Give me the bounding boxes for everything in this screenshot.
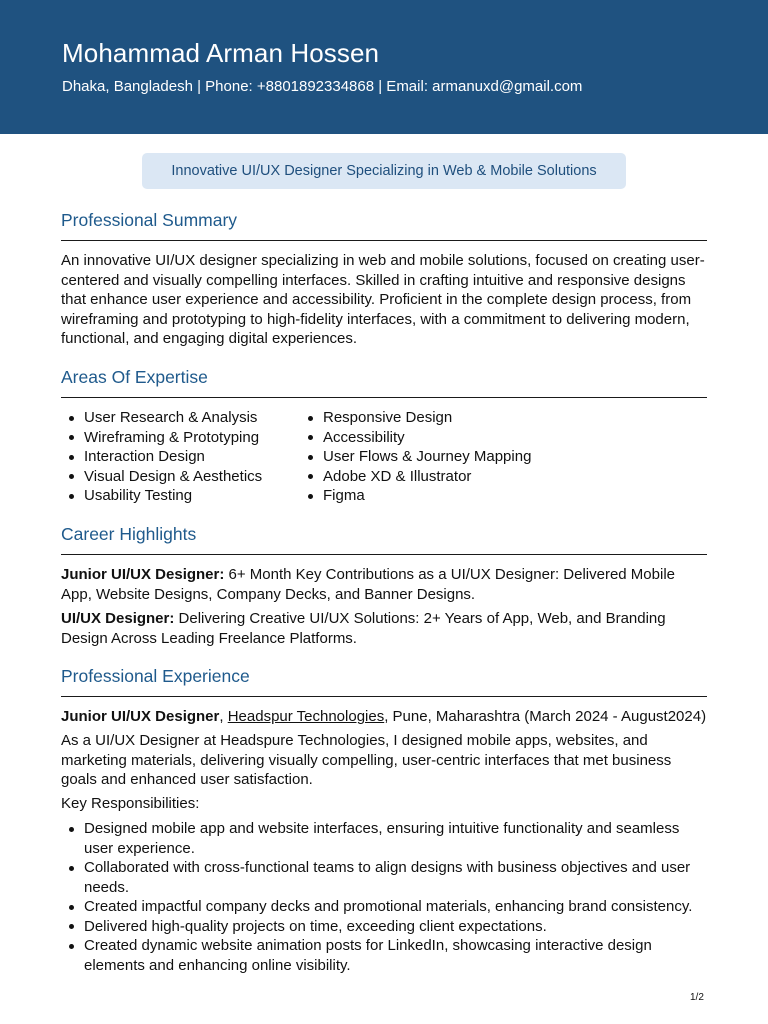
company-link[interactable]: Headspur Technologies xyxy=(227,708,385,725)
list-item: Responsive Design xyxy=(300,408,600,428)
list-item: Usability Testing xyxy=(61,486,301,506)
bullet-icon xyxy=(69,866,74,871)
list-item: Accessibility xyxy=(300,428,600,448)
bullet-icon xyxy=(308,494,313,499)
list-item: Delivered high-quality projects on time, exceeding client expectations. xyxy=(61,917,707,937)
header-banner xyxy=(0,0,768,134)
bullet-icon xyxy=(69,944,74,949)
job-role: Junior UI/UX Designer xyxy=(61,708,220,725)
list-item: Created impactful company decks and promotional materials, enhancing brand consistency. xyxy=(61,897,707,917)
expertise-list-left xyxy=(61,408,301,506)
section-divider xyxy=(61,240,707,241)
bullet-icon xyxy=(69,827,74,832)
list-item: Visual Design & Aesthetics xyxy=(61,467,301,487)
list-item: Wireframing & Prototyping xyxy=(61,428,301,448)
bullet-icon xyxy=(69,924,74,929)
highlight-item xyxy=(61,565,707,604)
bullet-icon xyxy=(69,474,74,479)
highlight-text: Delivering Creative UI/UX Solutions: 2+ Years of App, Web, and Branding Design Across Leading Freelance Platforms. xyxy=(61,610,666,647)
list-item: User Flows & Journey Mapping xyxy=(300,447,600,467)
list-item: Collaborated with cross-functional teams to align designs with business objectives and user needs. xyxy=(61,858,707,897)
expertise-list-right xyxy=(300,408,600,506)
list-item: Figma xyxy=(300,486,600,506)
section-divider xyxy=(61,397,707,398)
section-title-experience: Professional Experience xyxy=(61,666,250,686)
job-heading: Junior UI/UX Designer, Headspur Technologies, Pune, Maharashtra (March 2024 - August2024) xyxy=(61,708,707,725)
list-item: Designed mobile app and website interfaces, ensuring intuitive functionality and seamless user experience. xyxy=(61,819,707,858)
highlight-role: Junior UI/UX Designer: xyxy=(61,566,225,583)
job-details: , Pune, Maharashtra (March 2024 - August2024) xyxy=(384,708,707,725)
highlight-role: UI/UX Designer: xyxy=(61,610,175,627)
bullet-icon xyxy=(308,455,313,460)
bullet-icon xyxy=(308,416,313,421)
list-item: Interaction Design xyxy=(61,447,301,467)
highlight-item xyxy=(61,609,707,648)
bullet-icon xyxy=(308,435,313,440)
section-title-summary: Professional Summary xyxy=(61,210,238,230)
candidate-name: Mohammad Arman Hossen xyxy=(62,38,380,68)
bullet-icon xyxy=(69,435,74,440)
section-title-expertise: Areas Of Expertise xyxy=(61,367,208,387)
bullet-icon xyxy=(69,455,74,460)
section-title-highlights: Career Highlights xyxy=(61,524,197,544)
tagline-badge: Innovative UI/UX Designer Specializing in Web & Mobile Solutions xyxy=(142,153,626,189)
page-number: 1/2 xyxy=(690,992,704,1003)
bullet-icon xyxy=(308,474,313,479)
contact-info: Dhaka, Bangladesh | Phone: +8801892334868 | Email: armanuxd@gmail.com xyxy=(62,78,583,95)
summary-text: An innovative UI/UX designer specializing in web and mobile solutions, focused on creating user-centered and visually compelling interfaces. Skilled in crafting intuitive and responsive designs that enhance user experience and accessibility. Proficient in the complete design process, from wireframing and prototyping to high-fidelity interfaces, with a commitment to delivering modern, functional, and engaging digital experiences. xyxy=(61,252,705,347)
section-divider xyxy=(61,554,707,555)
list-item: Adobe XD & Illustrator xyxy=(300,467,600,487)
responsibilities-list xyxy=(61,819,707,975)
bullet-icon xyxy=(69,494,74,499)
list-item: Created dynamic website animation posts for LinkedIn, showcasing interactive design elements and enhancing online visibility. xyxy=(61,936,707,975)
responsibilities-label: Key Responsibilities: xyxy=(61,795,200,812)
bullet-icon xyxy=(69,905,74,910)
job-description: As a UI/UX Designer at Headspure Technologies, I designed mobile apps, websites, and marketing materials, delivering visually compelling, user-centric interfaces that met business goals and enhanced user satisfaction. xyxy=(61,732,672,788)
list-item: User Research & Analysis xyxy=(61,408,301,428)
highlight-text: 6+ Month Key Contributions as a UI/UX Designer: Delivered Mobile App, Website Designs, Company Decks, and Banner Designs. xyxy=(61,566,675,603)
section-divider xyxy=(61,696,707,697)
bullet-icon xyxy=(69,416,74,421)
